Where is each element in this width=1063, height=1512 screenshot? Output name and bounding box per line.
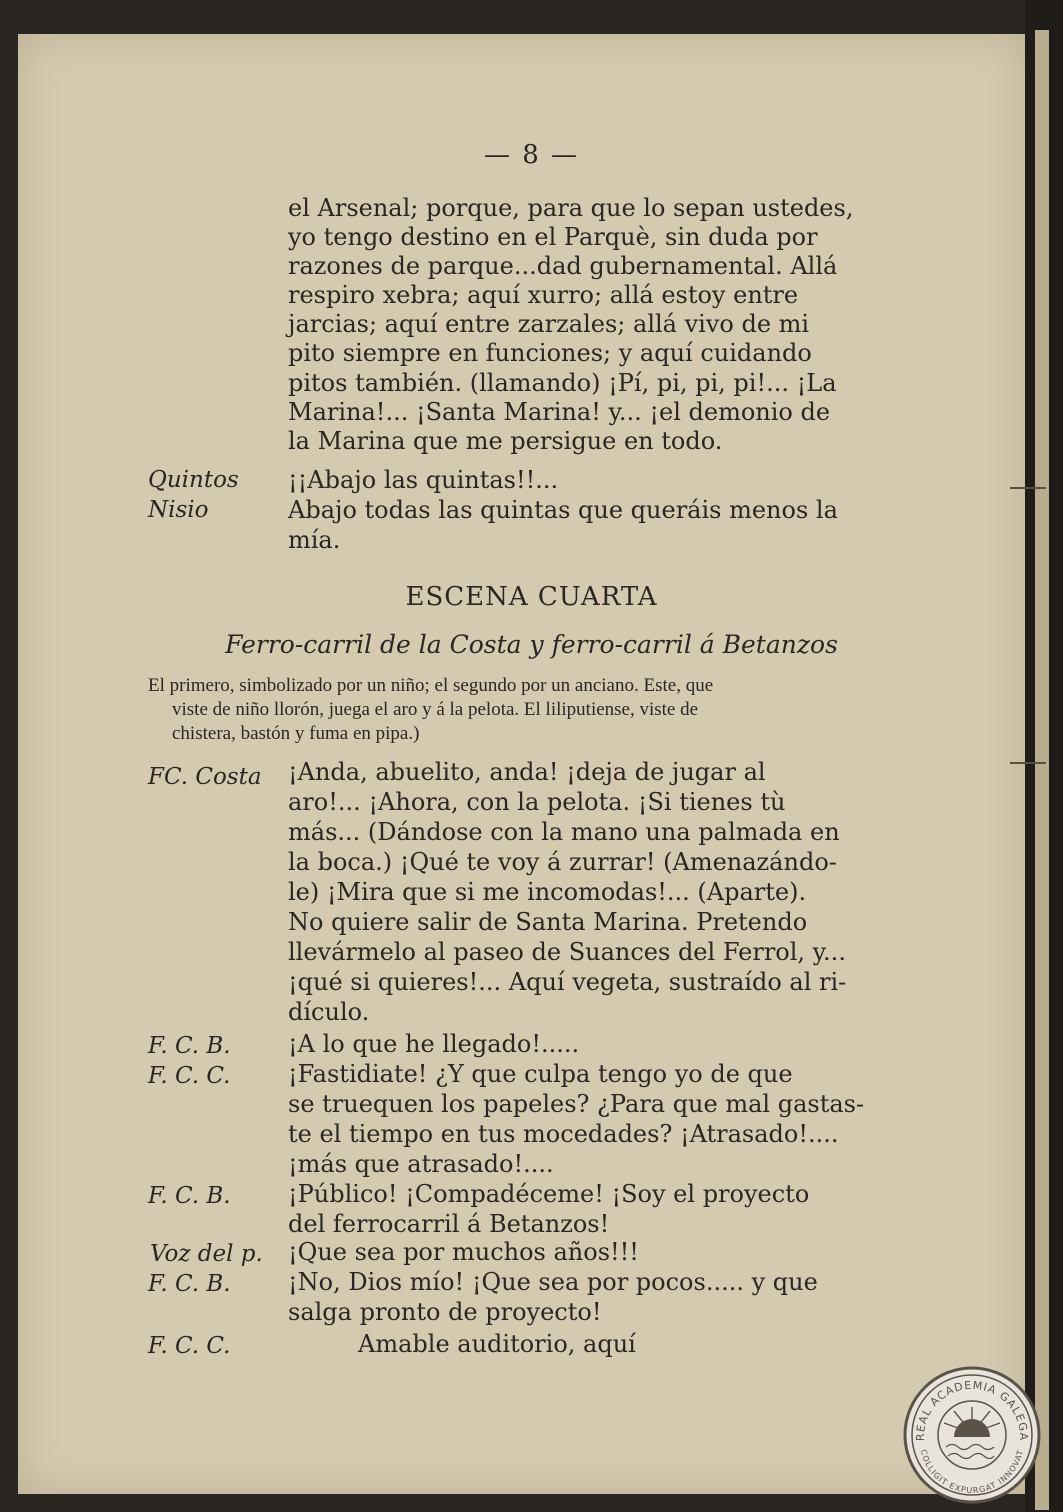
dialogue-line: se truequen los papeles? ¿Para que mal gastas- xyxy=(288,1090,865,1118)
dialogue-line: ¡qué si quieres!... Aquí vegeta, sustraído al ri- xyxy=(288,968,847,996)
dialogue-line: llevármelo al paseo de Suances del Ferrol, y... xyxy=(288,938,846,966)
speaker-fc-costa: FC. Costa xyxy=(148,764,262,790)
dialogue-line: salga pronto de proyecto! xyxy=(288,1298,602,1326)
monologue-line: razones de parque...dad gubernamental. Allá xyxy=(288,252,838,280)
monologue-line: el Arsenal; porque, para que lo sepan ustedes, xyxy=(288,194,854,222)
dialogue-line: ¡No, Dios mío! ¡Que sea por pocos..... y que xyxy=(288,1268,818,1296)
dialogue-line: mía. xyxy=(288,526,341,554)
stage-direction-line: El primero, simbolizado por un niño; el segundo por un anciano. Este, que xyxy=(148,675,714,696)
dialogue-line: ¡Fastidiate! ¿Y que culpa tengo yo de que xyxy=(288,1060,793,1088)
seal-bottom-text: COLLIGIT EXPURGAT INNOVAT xyxy=(918,1448,1026,1496)
seal-top-text: REAL ACADEMIA GALEGA xyxy=(913,1378,1031,1442)
academy-seal-icon xyxy=(902,1365,1042,1505)
stage-direction-line: viste de niño llorón, juega el aro y á la pelota. El liliputiense, viste de xyxy=(172,699,699,720)
dialogue-line: ¡Anda, abuelito, anda! ¡deja de jugar al xyxy=(288,758,766,786)
monologue-line: respiro xebra; aquí xurro; allá estoy entre xyxy=(288,281,799,309)
dialogue-line: la boca.) ¡Qué te voy á zurrar! (Amenazándo- xyxy=(288,848,837,876)
dialogue-line: No quiere salir de Santa Marina. Pretendo xyxy=(288,908,808,936)
monologue-line: yo tengo destino en el Parquè, sin duda por xyxy=(288,223,818,251)
speaker-quintos: Quintos xyxy=(148,467,239,493)
dialogue-line: ¡Que sea por muchos años!!! xyxy=(288,1238,639,1266)
dialogue-line: Amable auditorio, aquí xyxy=(358,1330,636,1358)
stage-direction-line: chistera, bastón y fuma en pipa.) xyxy=(172,723,420,744)
dialogue-line: ¡Público! ¡Compadéceme! ¡Soy el proyecto xyxy=(288,1180,810,1208)
scene-title: ESCENA CUARTA xyxy=(405,582,658,612)
dialogue-line: más... (Dándose con la mano una palmada en xyxy=(288,818,840,846)
monologue-line: pitos también. (llamando) ¡Pí, pi, pi, pi!... ¡La xyxy=(288,369,837,397)
monologue-line: jarcias; aquí entre zarzales; allá vivo de mi xyxy=(288,310,810,338)
dialogue-line: ¡A lo que he llegado!..... xyxy=(288,1030,580,1058)
dialogue-line: ¡más que atrasado!.... xyxy=(288,1150,554,1178)
page-number: — 8 — xyxy=(483,140,580,170)
speaker-voz: Voz del p. xyxy=(150,1241,263,1267)
dialogue-line: le) ¡Mira que si me incomodas!... (Aparte). xyxy=(288,878,807,906)
speaker-fcc: F. C. C. xyxy=(148,1063,231,1089)
speaker-nisio: Nisio xyxy=(148,497,209,523)
scene-subtitle: Ferro-carril de la Costa y ferro-carril á Betanzos xyxy=(225,630,838,659)
monologue-line: Marina!... ¡Santa Marina! y... ¡el demonio de xyxy=(288,398,831,426)
speaker-fcc: F. C. C. xyxy=(148,1333,231,1359)
dialogue-line: dículo. xyxy=(288,998,370,1026)
speaker-fcb: F. C. B. xyxy=(148,1183,231,1209)
margin-mark xyxy=(1010,487,1046,489)
speaker-fcb: F. C. B. xyxy=(148,1271,231,1297)
speaker-fcb: F. C. B. xyxy=(148,1033,231,1059)
dialogue-line: te el tiempo en tus mocedades? ¡Atrasado!.... xyxy=(288,1120,839,1148)
dialogue-line: Abajo todas las quintas que queráis menos la xyxy=(288,496,838,524)
margin-mark xyxy=(1010,762,1046,764)
dialogue-line: aro!... ¡Ahora, con la pelota. ¡Si tienes tù xyxy=(288,788,786,816)
dialogue-line: del ferrocarril á Betanzos! xyxy=(288,1210,610,1238)
monologue-line: pito siempre en funciones; y aquí cuidando xyxy=(288,339,812,367)
monologue-line: la Marina que me persigue en todo. xyxy=(288,427,723,455)
next-page-edge xyxy=(1035,30,1049,1510)
dialogue-line: ¡¡Abajo las quintas!!... xyxy=(288,466,559,494)
